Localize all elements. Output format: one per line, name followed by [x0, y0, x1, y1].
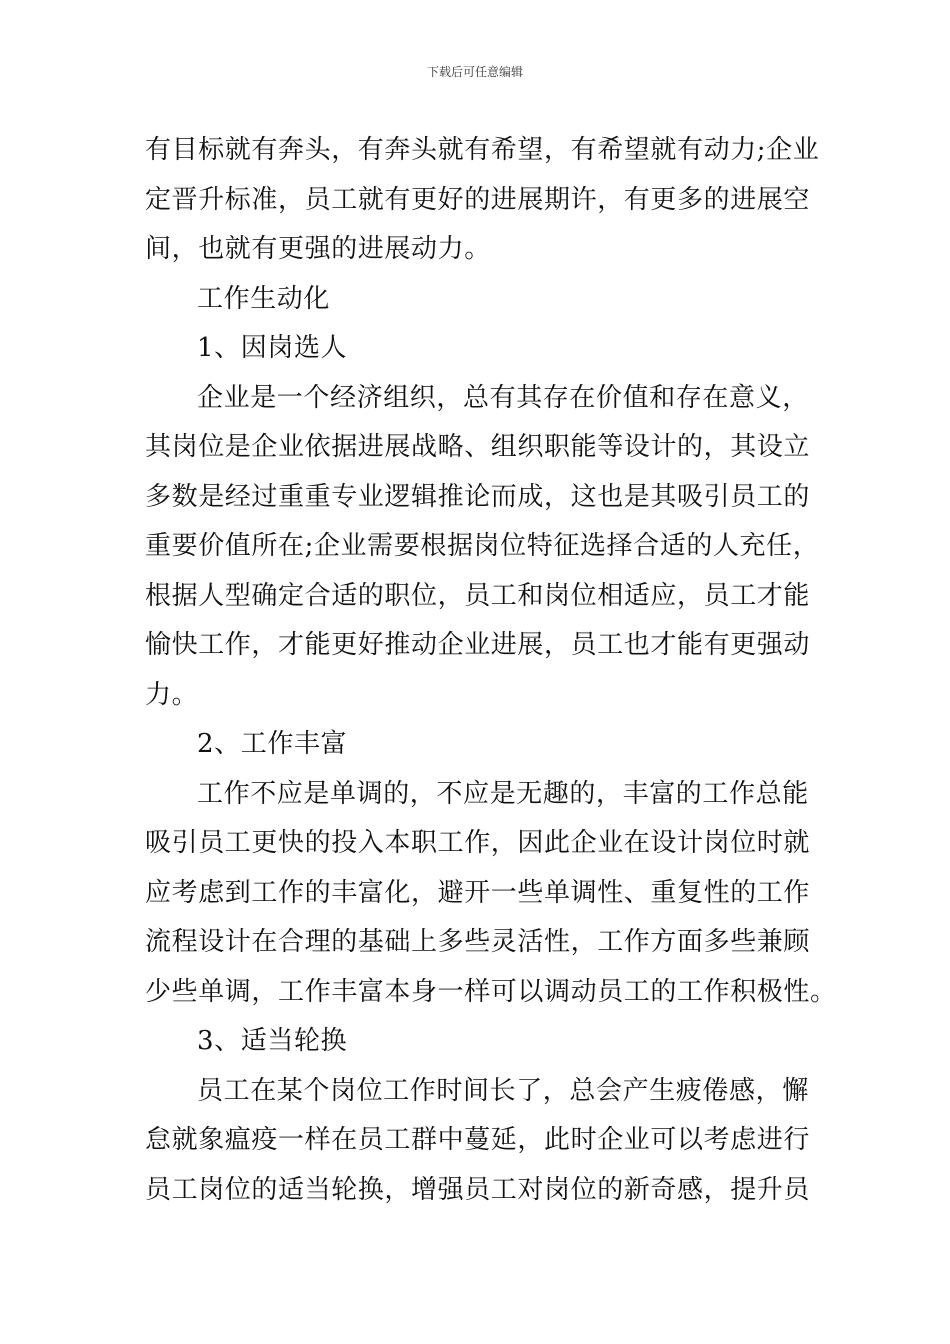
paragraph-2: [145, 770, 837, 1018]
heading-1: 1、因岗选人: [197, 333, 348, 363]
text-line: 愉快工作，才能更好推动企业进展，员工也才能有更强动: [145, 630, 811, 660]
text-line: 其岗位是企业依据进展战略、组织职能等设计的，其设立: [145, 432, 811, 462]
text-line: 重要价值所在;企业需要根据岗位特征选择合适的人充任，: [145, 531, 820, 561]
heading-work-vivid: 工作生动化: [197, 283, 331, 314]
text-line: 少些单调，工作丰富本身一样可以调动员工的工作积极性。: [145, 976, 837, 1007]
text-line: 吸引员工更快的投入本职工作，因此企业在设计岗位时就: [145, 828, 811, 858]
page-header: 下载后可任意编辑: [426, 65, 523, 79]
subsection-heading: [145, 720, 810, 770]
subsection-heading: [145, 324, 810, 374]
text-line: 多数是经过重重专业逻辑推论而成，这也是其吸引员工的: [145, 481, 811, 512]
text-line: 怠就象瘟疫一样在员工群中蔓延，此时企业可以考虑进行: [145, 1125, 811, 1155]
text-line: 工作不应是单调的，不应是无趣的，丰富的工作总能: [197, 778, 809, 809]
heading-2: 2、工作丰富: [197, 729, 348, 759]
paragraph-intro: [145, 126, 820, 275]
text-line: 定晋升标准，员工就有更好的进展期许，有更多的进展空: [145, 184, 811, 215]
heading-3: 3、适当轮换: [197, 1026, 348, 1056]
paragraph-1: [145, 374, 820, 721]
text-line: 力。: [145, 679, 199, 710]
text-line: 有目标就有奔头，有奔头就有希望，有希望就有动力;企业: [145, 135, 820, 165]
text-line: 流程设计在合理的基础上多些灵活性，工作方面多些兼顾: [145, 927, 811, 957]
text-line: 间，也就有更强的进展动力。: [145, 234, 491, 264]
text-line: 员工在某个岗位工作时间长了，总会产生疲倦感，懈: [197, 1075, 809, 1106]
text-line: 根据人型确定合适的职位，员工和岗位相适应，员工才能: [145, 580, 811, 611]
text-line: 员工岗位的适当轮换，增强员工对岗位的新奇感，提升员: [145, 1174, 811, 1205]
text-line: 企业是一个经济组织，总有其存在价值和存在意义，: [197, 382, 809, 413]
subsection-heading: [145, 1017, 810, 1067]
document-body: [145, 126, 837, 1215]
paragraph-3: [145, 1067, 810, 1216]
section-heading: [145, 275, 810, 325]
text-line: 应考虑到工作的丰富化，避开一些单调性、重复性的工作: [145, 877, 811, 908]
